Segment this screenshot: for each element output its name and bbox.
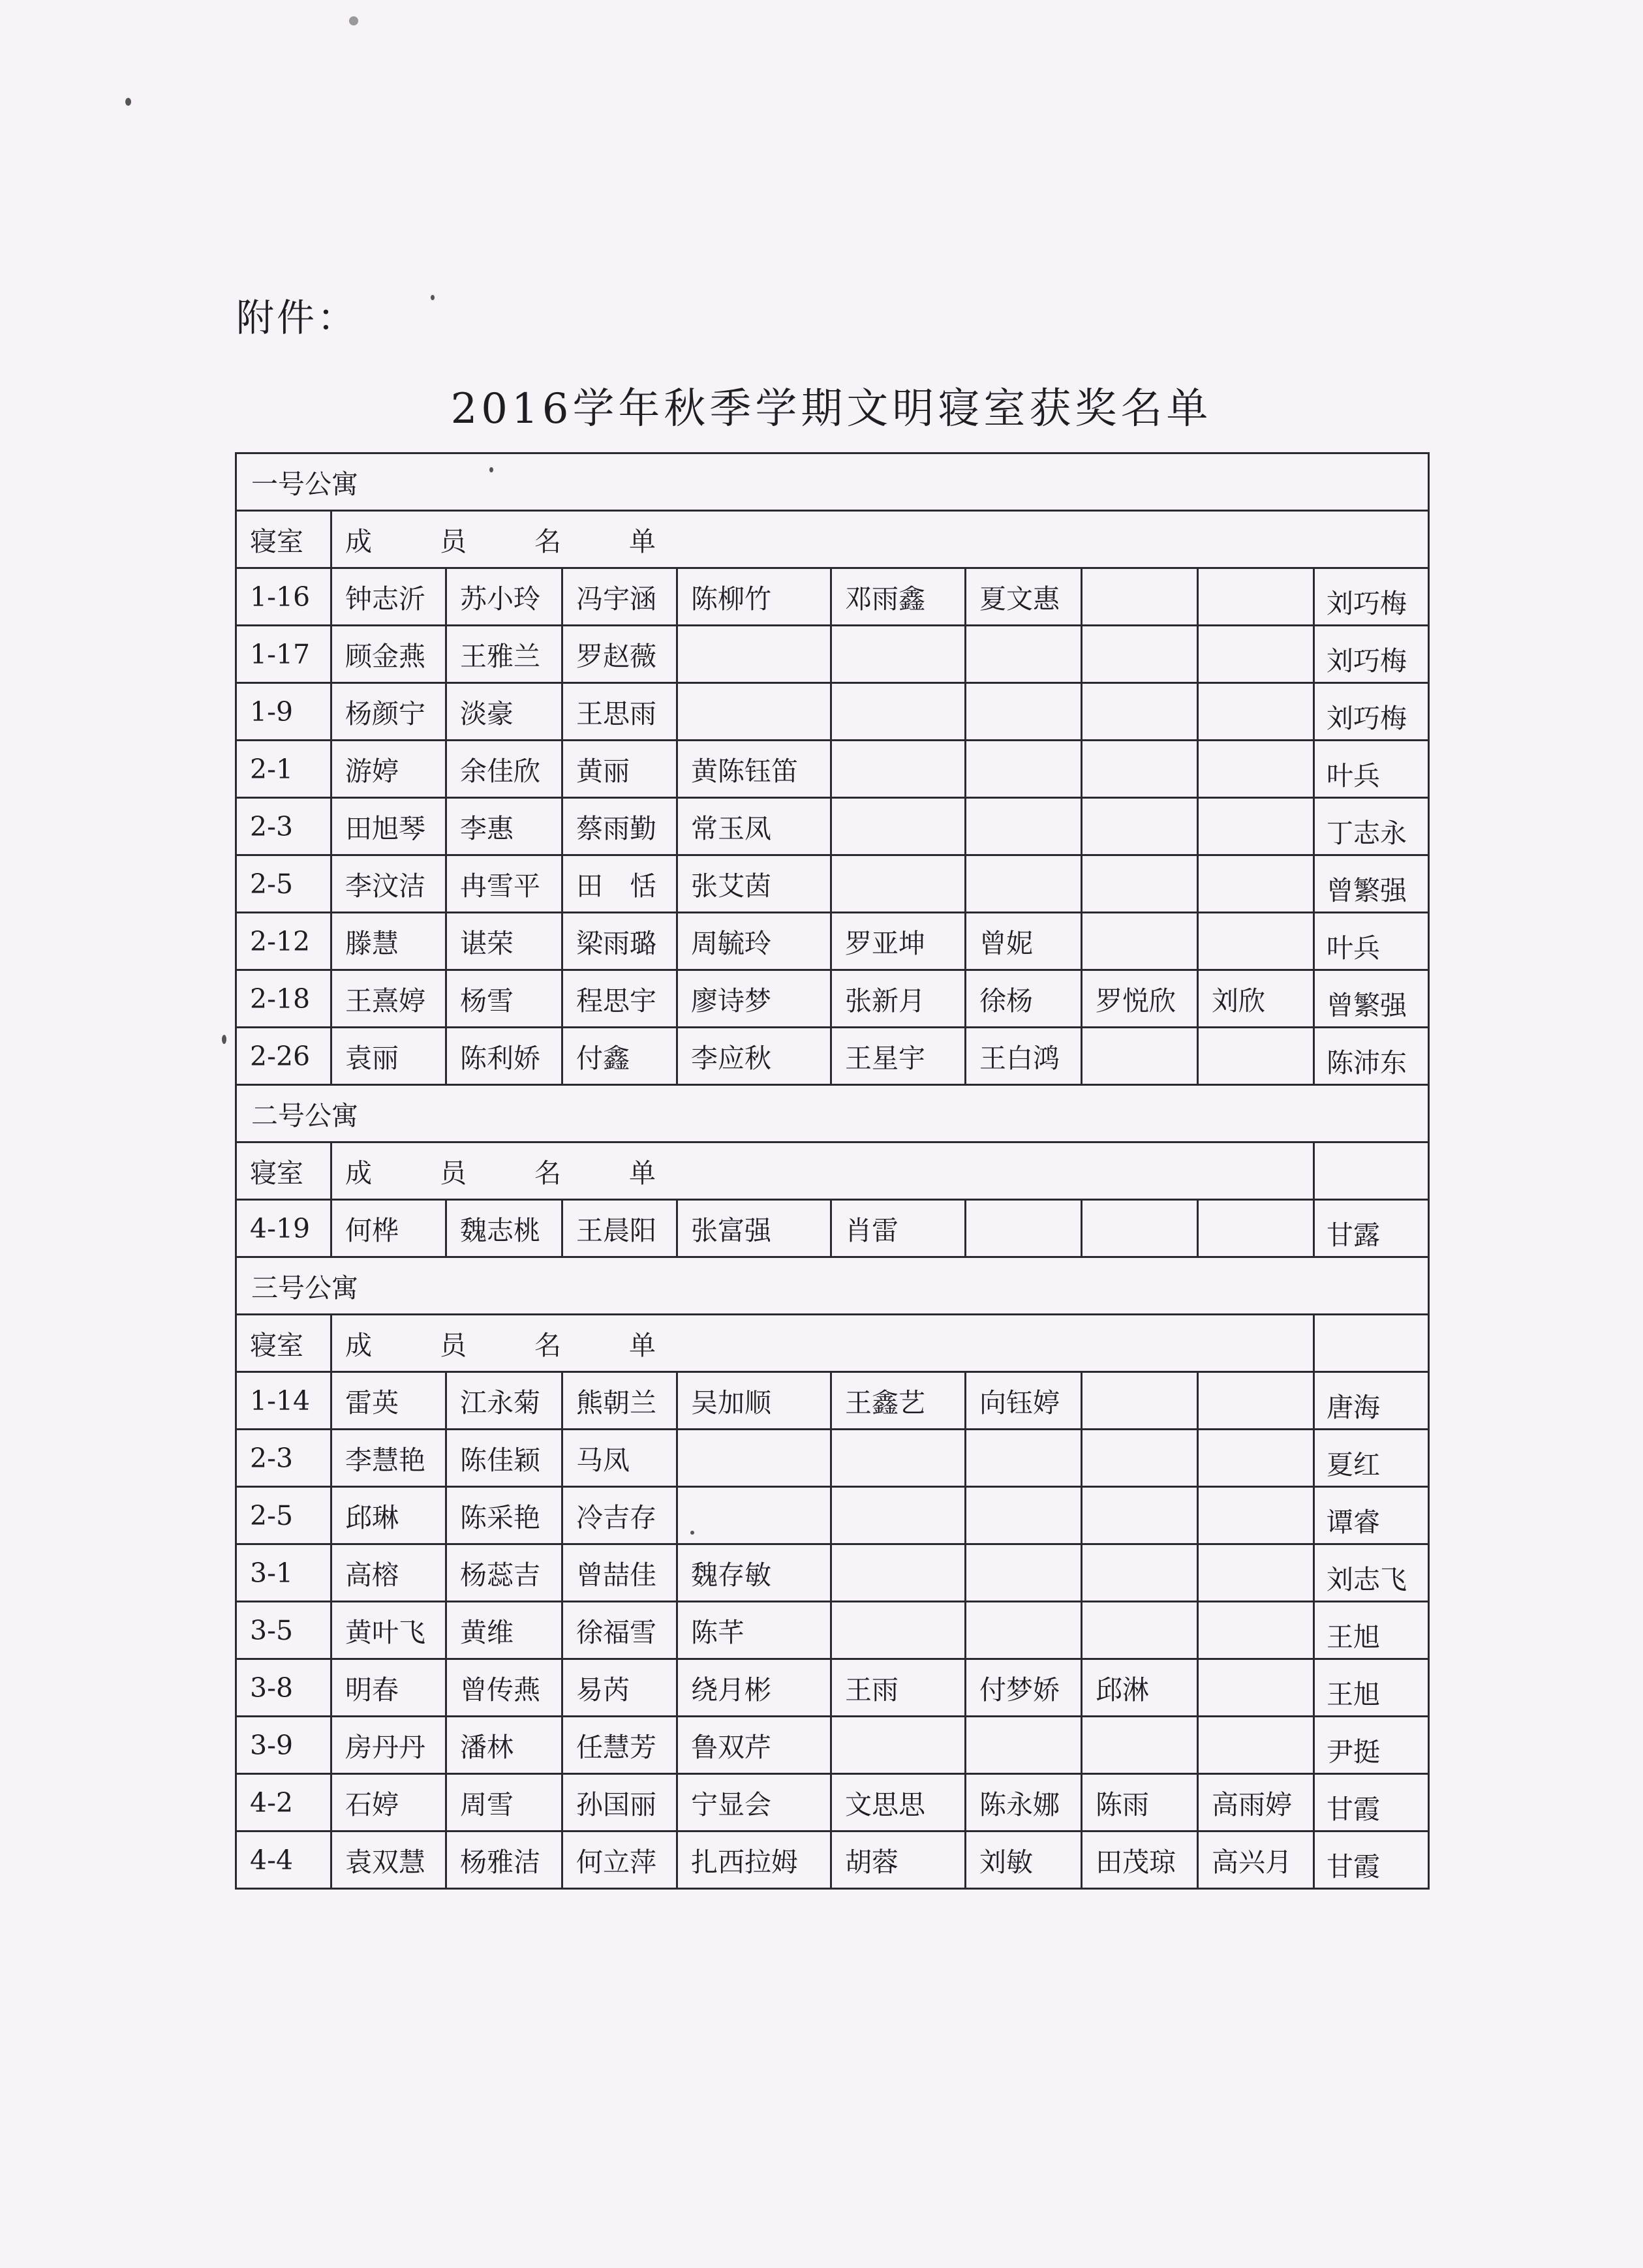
member-name: 王熹婷 [331, 970, 446, 1028]
member-name: 陈永娜 [966, 1774, 1082, 1831]
member-name: 梁雨璐 [562, 913, 677, 970]
member-name: 罗赵薇 [562, 626, 677, 683]
member-name: 高榕 [331, 1544, 446, 1602]
header-members-label [331, 1142, 1314, 1200]
member-name: 陈利娇 [446, 1028, 562, 1085]
member-name: 王星宇 [831, 1028, 966, 1085]
member-name [1082, 1372, 1198, 1430]
member-name [1198, 1028, 1314, 1085]
member-name [1082, 1717, 1198, 1774]
member-name: 文思思 [831, 1774, 966, 1831]
room-number: 2-12 [236, 913, 331, 970]
member-name: 李慧艳 [331, 1430, 446, 1487]
dorm-teacher: 夏红 [1314, 1430, 1429, 1487]
header-row [236, 1315, 1429, 1372]
award-roster-table [235, 452, 1430, 1890]
member-name: 陈雨 [1082, 1774, 1198, 1831]
member-name [831, 1544, 966, 1602]
member-name: 王晨阳 [562, 1200, 677, 1257]
member-name [1198, 741, 1314, 798]
header-members-char: 成 [345, 1330, 372, 1361]
table-row [236, 683, 1429, 741]
member-name: 杨雅洁 [446, 1831, 562, 1889]
member-name: 冯宇涵 [562, 568, 677, 626]
member-name [966, 798, 1082, 855]
table-row [236, 1028, 1429, 1085]
member-name: 谌荣 [446, 913, 562, 970]
member-name: 徐杨 [966, 970, 1082, 1028]
member-name [1198, 1717, 1314, 1774]
dorm-teacher: 刘志飞 [1314, 1544, 1429, 1602]
member-name: 任慧芳 [562, 1717, 677, 1774]
member-name [1082, 1544, 1198, 1602]
dorm-teacher: 刘巧梅 [1314, 626, 1429, 683]
member-name: 张新月 [831, 970, 966, 1028]
member-name [1198, 1659, 1314, 1717]
header-teacher-blank [1314, 1315, 1429, 1372]
room-number: 1-16 [236, 568, 331, 626]
header-members-char: 员 [440, 1157, 467, 1189]
header-members-char: 名 [534, 526, 561, 557]
member-name: 鲁双芹 [677, 1717, 831, 1774]
table-row [236, 1831, 1429, 1889]
room-number: 4-4 [236, 1831, 331, 1889]
member-name: 袁丽 [331, 1028, 446, 1085]
member-name: 杨雪 [446, 970, 562, 1028]
member-name: 王白鸿 [966, 1028, 1082, 1085]
member-name: 顾金燕 [331, 626, 446, 683]
header-members-char: 成 [345, 526, 372, 557]
dorm-teacher: 甘霞 [1314, 1831, 1429, 1889]
member-name: 田茂琼 [1082, 1831, 1198, 1889]
member-name [1198, 1200, 1314, 1257]
member-name [831, 1487, 966, 1544]
room-number: 2-3 [236, 1430, 331, 1487]
member-name: 田 恬 [562, 855, 677, 913]
member-name: 李惠 [446, 798, 562, 855]
member-name: 付鑫 [562, 1028, 677, 1085]
member-name: 苏小玲 [446, 568, 562, 626]
member-name: 吴加顺 [677, 1372, 831, 1430]
member-name [966, 1430, 1082, 1487]
member-name: 向钰婷 [966, 1372, 1082, 1430]
member-name: 张富强 [677, 1200, 831, 1257]
dorm-teacher: 尹挺 [1314, 1717, 1429, 1774]
member-name [1082, 741, 1198, 798]
dorm-teacher: 甘霞 [1314, 1774, 1429, 1831]
member-name: 曾妮 [966, 913, 1082, 970]
member-name: 田旭琴 [331, 798, 446, 855]
member-name: 冷吉存 [562, 1487, 677, 1544]
member-name: 淡豪 [446, 683, 562, 741]
member-name [1198, 1602, 1314, 1659]
room-number: 3-8 [236, 1659, 331, 1717]
member-name [1198, 1487, 1314, 1544]
member-name [1082, 1200, 1198, 1257]
header-teacher-blank [1314, 1142, 1429, 1200]
member-name: 石婷 [331, 1774, 446, 1831]
table-row [236, 1544, 1429, 1602]
member-name: 黄陈钰笛 [677, 741, 831, 798]
member-name [966, 626, 1082, 683]
dorm-teacher: 唐海 [1314, 1372, 1429, 1430]
member-name: 程思宇 [562, 970, 677, 1028]
section-title-row [236, 1257, 1429, 1315]
table-row [236, 1602, 1429, 1659]
member-name [1082, 568, 1198, 626]
member-name: 高兴月 [1198, 1831, 1314, 1889]
room-number: 2-1 [236, 741, 331, 798]
header-members-char: 员 [440, 1330, 467, 1361]
member-name [1082, 1487, 1198, 1544]
member-name [831, 1602, 966, 1659]
member-name: 黄维 [446, 1602, 562, 1659]
member-name [831, 855, 966, 913]
member-name: 熊朝兰 [562, 1372, 677, 1430]
member-name [966, 1544, 1082, 1602]
member-name [1198, 1544, 1314, 1602]
member-name [966, 1602, 1082, 1659]
header-members-char: 名 [534, 1157, 561, 1189]
dorm-teacher: 甘露 [1314, 1200, 1429, 1257]
member-name: 邱琳 [331, 1487, 446, 1544]
table-row [236, 1659, 1429, 1717]
member-name: 黄叶飞 [331, 1602, 446, 1659]
member-name: 胡蓉 [831, 1831, 966, 1889]
section-title-row [236, 1085, 1429, 1142]
header-row [236, 511, 1429, 568]
member-name [1198, 568, 1314, 626]
dorm-teacher: 叶兵 [1314, 913, 1429, 970]
room-number: 2-3 [236, 798, 331, 855]
room-number: 2-26 [236, 1028, 331, 1085]
member-name: 雷英 [331, 1372, 446, 1430]
member-name [831, 741, 966, 798]
member-name: 杨颜宁 [331, 683, 446, 741]
member-name: 高雨婷 [1198, 1774, 1314, 1831]
member-name: 冉雪平 [446, 855, 562, 913]
member-name: 罗悦欣 [1082, 970, 1198, 1028]
member-name [1198, 798, 1314, 855]
member-name: 明春 [331, 1659, 446, 1717]
member-name [1198, 1430, 1314, 1487]
member-name: 宁显会 [677, 1774, 831, 1831]
member-name: 罗亚坤 [831, 913, 966, 970]
room-number: 4-19 [236, 1200, 331, 1257]
member-name: 钟志沂 [331, 568, 446, 626]
member-name: 曾喆佳 [562, 1544, 677, 1602]
member-name: 何立萍 [562, 1831, 677, 1889]
section-title: 一号公寓 [236, 453, 1429, 511]
room-number: 3-9 [236, 1717, 331, 1774]
member-name: 廖诗梦 [677, 970, 831, 1028]
member-name [1082, 1602, 1198, 1659]
header-members-char: 单 [629, 1330, 656, 1361]
header-row [236, 1142, 1429, 1200]
member-name: 扎西拉姆 [677, 1831, 831, 1889]
header-members-char: 成 [345, 1157, 372, 1189]
member-name [677, 1487, 831, 1544]
header-members-char: 员 [440, 526, 467, 557]
member-name: 陈采艳 [446, 1487, 562, 1544]
dorm-teacher: 曾繁强 [1314, 970, 1429, 1028]
member-name: 王思雨 [562, 683, 677, 741]
table-row [236, 1430, 1429, 1487]
member-name: 陈佳颖 [446, 1430, 562, 1487]
member-name [1198, 1372, 1314, 1430]
member-name: 蔡雨勤 [562, 798, 677, 855]
section-title-row [236, 453, 1429, 511]
header-members-char: 单 [629, 1157, 656, 1189]
member-name: 陈柳竹 [677, 568, 831, 626]
member-name [831, 1717, 966, 1774]
member-name [1082, 855, 1198, 913]
dorm-teacher: 王旭 [1314, 1602, 1429, 1659]
room-number: 2-5 [236, 1487, 331, 1544]
table-row [236, 855, 1429, 913]
member-name: 魏存敏 [677, 1544, 831, 1602]
member-name [831, 683, 966, 741]
member-name: 夏文惠 [966, 568, 1082, 626]
table-row [236, 741, 1429, 798]
header-members-char: 名 [534, 1330, 561, 1361]
dorm-teacher: 刘巧梅 [1314, 568, 1429, 626]
member-name [1082, 798, 1198, 855]
member-name [1082, 1430, 1198, 1487]
dorm-teacher: 刘巧梅 [1314, 683, 1429, 741]
header-members-char: 单 [629, 526, 656, 557]
member-name [966, 1717, 1082, 1774]
member-name: 刘欣 [1198, 970, 1314, 1028]
member-name: 袁双慧 [331, 1831, 446, 1889]
member-name [677, 626, 831, 683]
member-name: 杨蕊吉 [446, 1544, 562, 1602]
member-name: 游婷 [331, 741, 446, 798]
member-name [1198, 913, 1314, 970]
header-room-label: 寝室 [236, 1315, 331, 1372]
header-room-label: 寝室 [236, 511, 331, 568]
member-name: 何桦 [331, 1200, 446, 1257]
room-number: 1-9 [236, 683, 331, 741]
table-row [236, 798, 1429, 855]
member-name: 李汶洁 [331, 855, 446, 913]
member-name [966, 855, 1082, 913]
table-row [236, 913, 1429, 970]
room-number: 4-2 [236, 1774, 331, 1831]
room-number: 3-5 [236, 1602, 331, 1659]
member-name: 肖雷 [831, 1200, 966, 1257]
dorm-teacher: 叶兵 [1314, 741, 1429, 798]
member-name [1082, 913, 1198, 970]
dorm-teacher: 王旭 [1314, 1659, 1429, 1717]
table-row [236, 970, 1429, 1028]
roster-body [236, 453, 1429, 1889]
member-name: 邱淋 [1082, 1659, 1198, 1717]
member-name [831, 1430, 966, 1487]
table-row [236, 1774, 1429, 1831]
member-name: 周雪 [446, 1774, 562, 1831]
member-name [677, 1430, 831, 1487]
member-name: 王雨 [831, 1659, 966, 1717]
member-name: 常玉凤 [677, 798, 831, 855]
member-name: 李应秋 [677, 1028, 831, 1085]
member-name [831, 798, 966, 855]
header-members-label [331, 1315, 1314, 1372]
room-number: 3-1 [236, 1544, 331, 1602]
member-name: 王鑫艺 [831, 1372, 966, 1430]
table-row [236, 1487, 1429, 1544]
member-name: 潘林 [446, 1717, 562, 1774]
member-name: 徐福雪 [562, 1602, 677, 1659]
header-members-label [331, 511, 1429, 568]
member-name: 房丹丹 [331, 1717, 446, 1774]
dorm-teacher: 丁志永 [1314, 798, 1429, 855]
member-name: 滕慧 [331, 913, 446, 970]
member-name [1082, 1028, 1198, 1085]
member-name [966, 741, 1082, 798]
member-name [831, 626, 966, 683]
dorm-teacher: 谭睿 [1314, 1487, 1429, 1544]
document-title: 2016学年秋季学期文明寝室获奖名单 [450, 385, 1212, 433]
table-row [236, 626, 1429, 683]
member-name: 孙国丽 [562, 1774, 677, 1831]
member-name: 马凤 [562, 1430, 677, 1487]
member-name: 易芮 [562, 1659, 677, 1717]
member-name [1198, 855, 1314, 913]
member-name [966, 1200, 1082, 1257]
member-name: 张艾茵 [677, 855, 831, 913]
room-number: 1-14 [236, 1372, 331, 1430]
member-name: 付梦娇 [966, 1659, 1082, 1717]
member-name [1082, 683, 1198, 741]
header-room-label: 寝室 [236, 1142, 331, 1200]
table-row [236, 1200, 1429, 1257]
member-name [1198, 683, 1314, 741]
member-name: 江永菊 [446, 1372, 562, 1430]
member-name: 余佳欣 [446, 741, 562, 798]
table-row [236, 1372, 1429, 1430]
member-name: 邓雨鑫 [831, 568, 966, 626]
table-row [236, 568, 1429, 626]
member-name [1198, 626, 1314, 683]
room-number: 1-17 [236, 626, 331, 683]
member-name: 刘敏 [966, 1831, 1082, 1889]
room-number: 2-18 [236, 970, 331, 1028]
member-name: 魏志桃 [446, 1200, 562, 1257]
member-name [677, 683, 831, 741]
member-name [966, 1487, 1082, 1544]
member-name: 陈芊 [677, 1602, 831, 1659]
room-number: 2-5 [236, 855, 331, 913]
member-name [1082, 626, 1198, 683]
dorm-teacher: 曾繁强 [1314, 855, 1429, 913]
table-row [236, 1717, 1429, 1774]
section-title: 三号公寓 [236, 1257, 1429, 1315]
member-name: 周毓玲 [677, 913, 831, 970]
member-name [966, 683, 1082, 741]
member-name: 曾传燕 [446, 1659, 562, 1717]
dorm-teacher: 陈沛东 [1314, 1028, 1429, 1085]
member-name: 黄丽 [562, 741, 677, 798]
member-name: 绕月彬 [677, 1659, 831, 1717]
section-title: 二号公寓 [236, 1085, 1429, 1142]
attachment-label: 附件： [236, 296, 358, 340]
member-name: 王雅兰 [446, 626, 562, 683]
